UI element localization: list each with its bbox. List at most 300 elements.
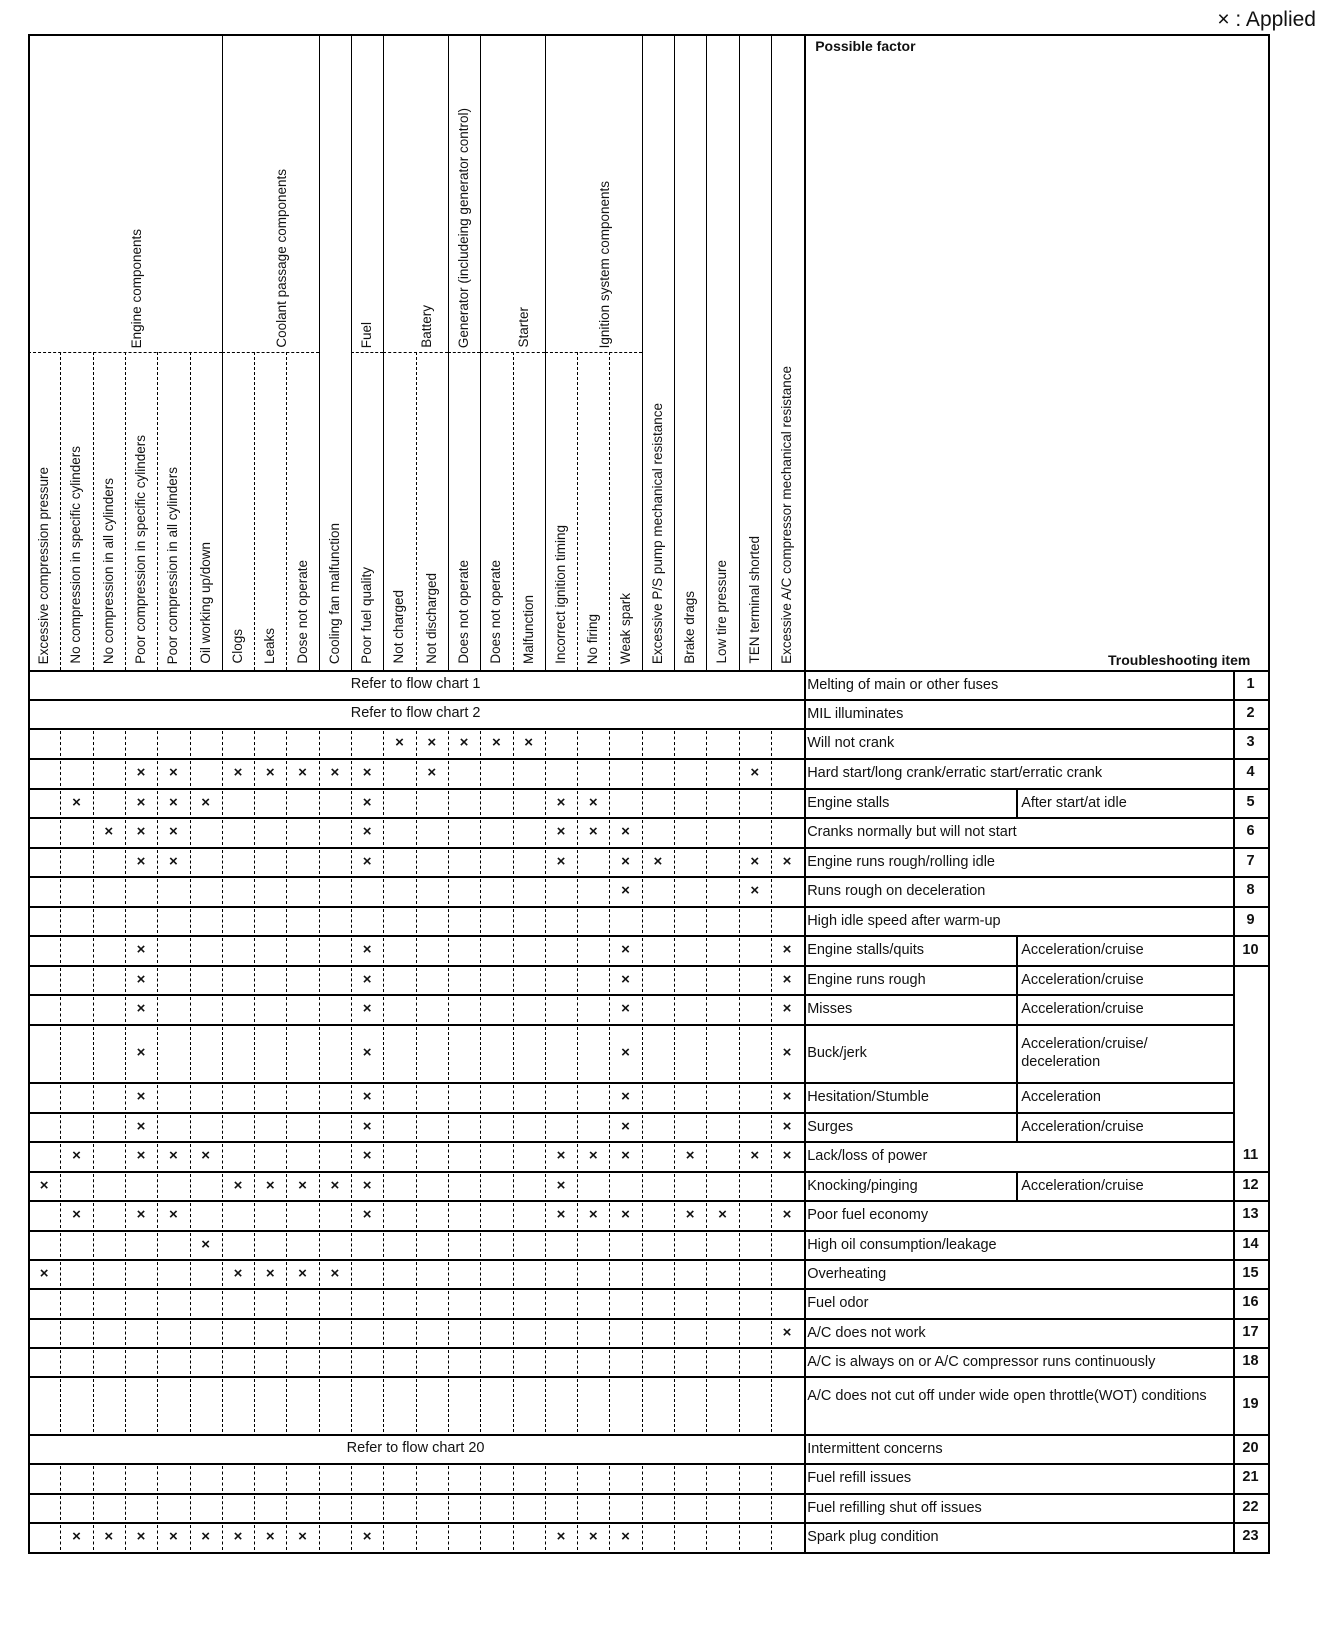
row-line <box>28 758 1268 760</box>
cell-divider <box>674 879 675 904</box>
cell-divider <box>513 1174 514 1198</box>
cell-divider <box>513 997 514 1022</box>
row-line <box>28 1347 1268 1349</box>
condition-divider <box>1016 1112 1018 1141</box>
cell-divider <box>383 997 384 1022</box>
row-line <box>28 817 1268 819</box>
cell-divider <box>157 1233 158 1257</box>
applied-mark: × <box>72 1147 81 1164</box>
item-number: 16 <box>1242 1294 1259 1310</box>
applied-mark: × <box>136 1044 146 1061</box>
item-number: 18 <box>1242 1352 1259 1369</box>
cell-divider <box>513 1496 514 1520</box>
cell-divider <box>771 1466 772 1491</box>
cell-divider <box>60 1321 61 1345</box>
cell-divider <box>448 1262 449 1286</box>
item-number: 22 <box>1242 1498 1259 1515</box>
applied-mark: × <box>621 1117 630 1135</box>
column-divider-12 <box>416 352 418 670</box>
cell-divider <box>157 997 158 1022</box>
cell-divider <box>480 1466 481 1491</box>
cell-divider <box>739 820 740 845</box>
applied-mark: × <box>136 1088 146 1105</box>
cell-divider <box>125 879 126 904</box>
cell-divider <box>383 879 384 904</box>
cell-divider <box>480 968 481 992</box>
cell-divider <box>577 1027 578 1080</box>
column-divider-11 <box>383 34 384 670</box>
symptom-text: Cranks normally but will not start <box>807 824 1017 840</box>
applied-mark: × <box>427 764 437 781</box>
cell-divider <box>190 938 191 963</box>
row-line <box>28 1082 1233 1084</box>
row-line <box>28 906 1268 908</box>
cell-divider <box>739 1379 740 1432</box>
condition-divider <box>1016 965 1018 994</box>
item-number: 7 <box>1246 852 1255 869</box>
row-line <box>28 728 1268 730</box>
cell-divider <box>416 879 417 904</box>
cell-divider <box>60 1379 61 1432</box>
cell-divider <box>480 1321 481 1345</box>
applied-mark: × <box>298 1264 307 1282</box>
cell-divider <box>190 1085 191 1110</box>
cell-divider <box>480 1291 481 1316</box>
cell-divider <box>222 820 223 845</box>
cell-divider <box>319 820 320 845</box>
cell-divider <box>93 968 94 992</box>
cell-divider <box>190 997 191 1022</box>
cell-divider <box>609 909 610 933</box>
symptom-text: MIL illuminates <box>807 705 904 722</box>
table-border-right <box>1268 34 1270 1554</box>
cell-divider <box>513 968 514 992</box>
cell-divider <box>93 791 94 815</box>
cell-divider <box>254 1144 255 1169</box>
cell-divider <box>286 1496 287 1520</box>
group-label-0: Engine components <box>128 228 144 348</box>
applied-mark: × <box>168 793 178 811</box>
cell-divider <box>480 938 481 963</box>
cell-divider <box>286 1379 287 1432</box>
cell-divider <box>545 909 546 933</box>
cell-divider <box>706 1174 707 1198</box>
cell-divider <box>577 1291 578 1316</box>
symptom-text: Knocking/pinging <box>807 1177 918 1194</box>
cell-divider <box>513 909 514 933</box>
column-divider-16 <box>545 34 546 670</box>
cell-divider <box>577 938 578 963</box>
cell-divider <box>351 1496 352 1520</box>
cell-divider <box>416 1144 417 1169</box>
cell-divider <box>383 791 384 815</box>
cell-divider <box>674 1466 675 1491</box>
cell-divider <box>60 997 61 1022</box>
cell-divider <box>448 968 449 992</box>
cell-divider <box>577 1115 578 1139</box>
cell-divider <box>674 820 675 845</box>
column-header-21: Low tire pressure <box>714 560 730 664</box>
cell-divider <box>286 1321 287 1345</box>
cell-divider <box>739 938 740 963</box>
cell-divider <box>706 1466 707 1491</box>
cell-divider <box>513 1144 514 1169</box>
cell-divider <box>93 997 94 1022</box>
cell-divider <box>448 1174 449 1198</box>
cell-divider <box>416 1085 417 1110</box>
cell-divider <box>319 879 320 904</box>
cell-divider <box>157 909 158 933</box>
applied-mark: × <box>524 734 534 751</box>
item-number: 5 <box>1246 793 1255 810</box>
flow-chart-ref: Refer to flow chart 1 <box>350 675 481 692</box>
cell-divider <box>642 1203 643 1228</box>
cell-divider <box>416 1262 417 1286</box>
applied-mark: × <box>362 1147 372 1164</box>
cell-divider <box>674 731 675 756</box>
symptom-text: Runs rough on deceleration <box>807 883 986 899</box>
column-header-9: Cooling fan malfunction <box>326 522 342 664</box>
cell-divider <box>642 1262 643 1286</box>
cell-divider <box>93 1379 94 1432</box>
cell-divider <box>190 1174 191 1198</box>
row-line <box>28 994 1233 996</box>
cell-divider <box>383 1085 384 1110</box>
cell-divider <box>642 879 643 904</box>
cell-divider <box>513 850 514 874</box>
row-line <box>28 876 1268 878</box>
cell-divider <box>448 820 449 845</box>
cell-divider <box>771 1233 772 1257</box>
cell-divider <box>416 820 417 845</box>
cell-divider <box>771 1350 772 1374</box>
symptom-text: A/C does not cut off under wide open throttle(WOT) conditions <box>807 1388 1207 1404</box>
cell-divider <box>286 850 287 874</box>
item-number: 15 <box>1242 1264 1259 1281</box>
cell-divider <box>60 1174 61 1198</box>
cell-divider <box>319 1233 320 1257</box>
cell-divider <box>674 1291 675 1316</box>
column-divider-1 <box>60 352 62 670</box>
cell-divider <box>254 1466 255 1491</box>
cell-divider <box>674 1350 675 1374</box>
applied-mark: × <box>459 734 469 751</box>
cell-divider <box>60 909 61 933</box>
cell-divider <box>674 1525 675 1550</box>
applied-mark: × <box>427 734 437 751</box>
cell-divider <box>157 1291 158 1316</box>
cell-divider <box>93 1203 94 1228</box>
cell-divider <box>642 791 643 815</box>
cell-divider <box>448 791 449 815</box>
cell-divider <box>577 1466 578 1491</box>
cell-divider <box>157 1321 158 1345</box>
applied-mark: × <box>782 1206 792 1223</box>
cell-divider <box>383 909 384 933</box>
cell-divider <box>545 1496 546 1520</box>
cell-divider <box>706 1496 707 1520</box>
cell-divider <box>448 1027 449 1080</box>
applied-mark: × <box>362 1176 372 1194</box>
applied-mark: × <box>136 764 146 781</box>
cell-divider <box>706 1027 707 1080</box>
cell-divider <box>771 731 772 756</box>
cell-divider <box>448 850 449 874</box>
cell-divider <box>480 1379 481 1432</box>
condition-divider <box>1016 935 1018 965</box>
cell-divider <box>157 968 158 992</box>
cell-divider <box>190 879 191 904</box>
cell-divider <box>706 1321 707 1345</box>
cell-divider <box>351 1321 352 1345</box>
cell-divider <box>545 1291 546 1316</box>
item-number: 3 <box>1246 734 1255 750</box>
cell-divider <box>642 1466 643 1491</box>
cell-divider <box>642 1027 643 1080</box>
cell-divider <box>286 909 287 933</box>
column-header-18: Weak spark <box>617 592 633 664</box>
cell-divider <box>93 1262 94 1286</box>
item-number: 8 <box>1246 882 1255 898</box>
cell-divider <box>513 1115 514 1139</box>
applied-mark: × <box>136 1117 146 1135</box>
cell-divider <box>609 1233 610 1257</box>
cell-divider <box>771 1174 772 1198</box>
cell-divider <box>254 1027 255 1080</box>
applied-mark: × <box>782 941 792 958</box>
applied-mark: × <box>168 1206 178 1223</box>
applied-mark: × <box>718 1206 727 1223</box>
cell-divider <box>222 731 223 756</box>
applied-mark: × <box>104 1528 114 1545</box>
cell-divider <box>157 1496 158 1520</box>
cell-divider <box>642 1233 643 1257</box>
group-label-2: Fuel <box>359 321 375 348</box>
column-header-17: No firing <box>585 613 601 664</box>
cell-divider <box>609 1466 610 1491</box>
column-divider-5 <box>190 352 192 670</box>
cell-divider <box>480 1233 481 1257</box>
applied-mark: × <box>330 1264 340 1282</box>
applied-mark: × <box>72 1206 81 1223</box>
row-line <box>28 1288 1268 1290</box>
cell-divider <box>383 1115 384 1139</box>
cell-divider <box>351 1466 352 1491</box>
cell-divider <box>222 1085 223 1110</box>
applied-mark: × <box>588 823 598 840</box>
cell-divider <box>771 761 772 786</box>
cell-divider <box>513 1466 514 1491</box>
cell-divider <box>286 968 287 992</box>
item-number: 13 <box>1242 1206 1259 1222</box>
cell-divider <box>157 1085 158 1110</box>
row-line <box>28 1434 1268 1436</box>
cell-divider <box>190 1027 191 1080</box>
cell-divider <box>157 1262 158 1286</box>
cell-divider <box>319 1496 320 1520</box>
cell-divider <box>513 1085 514 1110</box>
cell-divider <box>93 850 94 874</box>
cell-divider <box>674 938 675 963</box>
column-divider-10 <box>351 34 352 670</box>
cell-divider <box>513 1262 514 1286</box>
item-number: 14 <box>1242 1235 1259 1252</box>
column-header-7: Leaks <box>262 627 278 664</box>
cell-divider <box>416 968 417 992</box>
applied-mark: × <box>588 1147 598 1164</box>
applied-mark: × <box>201 793 211 811</box>
cell-divider <box>480 850 481 874</box>
applied-mark: × <box>362 1088 372 1105</box>
cell-divider <box>642 1144 643 1169</box>
cell-divider <box>739 1203 740 1228</box>
condition-text: Acceleration <box>1021 1089 1101 1105</box>
cell-divider <box>351 1262 352 1286</box>
cell-divider <box>674 1496 675 1520</box>
cell-divider <box>93 1027 94 1080</box>
column-divider-22 <box>739 34 740 670</box>
column-header-3: Poor compression in specific cylinders <box>133 435 149 664</box>
applied-mark: × <box>362 1206 372 1223</box>
cell-divider <box>383 1466 384 1491</box>
symptom-text: Hard start/long crank/erratic start/erratic crank <box>807 765 1103 781</box>
cell-divider <box>739 1027 740 1080</box>
cell-divider <box>545 1262 546 1286</box>
cell-divider <box>60 1466 61 1491</box>
cell-divider <box>60 1233 61 1257</box>
cell-divider <box>448 1115 449 1139</box>
column-divider-4 <box>157 352 159 670</box>
row-line <box>28 847 1268 849</box>
column-divider-21 <box>706 34 707 670</box>
cell-divider <box>383 1203 384 1228</box>
cell-divider <box>513 820 514 845</box>
row-line <box>28 1318 1268 1320</box>
cell-divider <box>577 1085 578 1110</box>
condition-text: After start/at idle <box>1021 794 1127 811</box>
cell-divider <box>642 1496 643 1520</box>
cell-divider <box>545 1350 546 1374</box>
cell-divider <box>706 1115 707 1139</box>
cell-divider <box>706 938 707 963</box>
cell-divider <box>319 791 320 815</box>
cell-divider <box>739 1262 740 1286</box>
cell-divider <box>190 820 191 845</box>
cell-divider <box>577 1262 578 1286</box>
cell-divider <box>222 938 223 963</box>
symptom-text: Overheating <box>807 1265 887 1282</box>
applied-mark: × <box>362 1528 372 1545</box>
applied-mark: × <box>39 1176 49 1194</box>
group-label-3: Battery <box>419 305 435 348</box>
item-number: 12 <box>1242 1176 1259 1193</box>
cell-divider <box>480 879 481 904</box>
troubleshooting-table <box>28 34 1268 1552</box>
cell-divider <box>513 1233 514 1257</box>
cell-divider <box>416 1466 417 1491</box>
item-number: 23 <box>1242 1528 1259 1544</box>
symptom-text: Spark plug condition <box>807 1529 939 1545</box>
applied-mark: × <box>782 970 792 988</box>
cell-divider <box>739 1233 740 1257</box>
cell-divider <box>157 1115 158 1139</box>
cell-divider <box>319 1115 320 1139</box>
cell-divider <box>545 968 546 992</box>
applied-mark: × <box>782 1323 792 1341</box>
cell-divider <box>93 1496 94 1520</box>
condition-text: Acceleration/cruise/ deceleration <box>1021 1036 1148 1071</box>
cell-divider <box>480 1525 481 1550</box>
cell-divider <box>60 1085 61 1110</box>
cell-divider <box>157 1350 158 1374</box>
row-line <box>28 935 1268 937</box>
row-line <box>28 1200 1268 1202</box>
cell-divider <box>739 1466 740 1491</box>
applied-mark: × <box>653 852 663 870</box>
cell-divider <box>60 879 61 904</box>
group-divider <box>448 352 480 353</box>
cell-divider <box>674 997 675 1022</box>
cell-divider <box>190 1379 191 1432</box>
row-line <box>28 1463 1268 1465</box>
cell-divider <box>706 968 707 992</box>
symptom-text: High idle speed after warm-up <box>807 912 1001 929</box>
cell-divider <box>448 1203 449 1228</box>
cell-divider <box>254 909 255 933</box>
cell-divider <box>448 1525 449 1550</box>
cell-divider <box>383 1027 384 1080</box>
cell-divider <box>513 879 514 904</box>
column-header-8: Dose not operate <box>294 560 310 664</box>
cell-divider <box>674 1174 675 1198</box>
applied-mark: × <box>556 1147 566 1164</box>
applied-mark: × <box>168 764 178 781</box>
cell-divider <box>286 1027 287 1080</box>
applied-mark: × <box>362 1044 372 1061</box>
column-divider-2 <box>93 352 95 670</box>
applied-mark: × <box>750 852 760 870</box>
cell-divider <box>157 1466 158 1491</box>
applied-mark: × <box>556 793 566 811</box>
cell-divider <box>319 1027 320 1080</box>
num-divider <box>1233 965 1235 994</box>
cell-divider <box>545 761 546 786</box>
cell-divider <box>93 761 94 786</box>
cell-divider <box>254 1115 255 1139</box>
condition-divider <box>1016 1171 1018 1200</box>
cell-divider <box>545 997 546 1022</box>
group-divider <box>351 352 383 353</box>
cell-divider <box>577 997 578 1022</box>
cell-divider <box>383 1144 384 1169</box>
cell-divider <box>577 761 578 786</box>
cell-divider <box>642 968 643 992</box>
condition-divider <box>1016 1082 1018 1112</box>
cell-divider <box>609 1262 610 1286</box>
cell-divider <box>545 731 546 756</box>
applied-mark: × <box>136 823 146 840</box>
applied-mark: × <box>233 1176 243 1194</box>
cell-divider <box>480 1174 481 1198</box>
cell-divider <box>416 909 417 933</box>
column-divider-20 <box>674 34 675 670</box>
cell-divider <box>448 909 449 933</box>
cell-divider <box>642 1379 643 1432</box>
column-header-16: Incorrect ignition timing <box>552 525 568 664</box>
symptom-text: Fuel refilling shut off issues <box>807 1499 982 1516</box>
cell-divider <box>222 1321 223 1345</box>
cell-divider <box>642 761 643 786</box>
